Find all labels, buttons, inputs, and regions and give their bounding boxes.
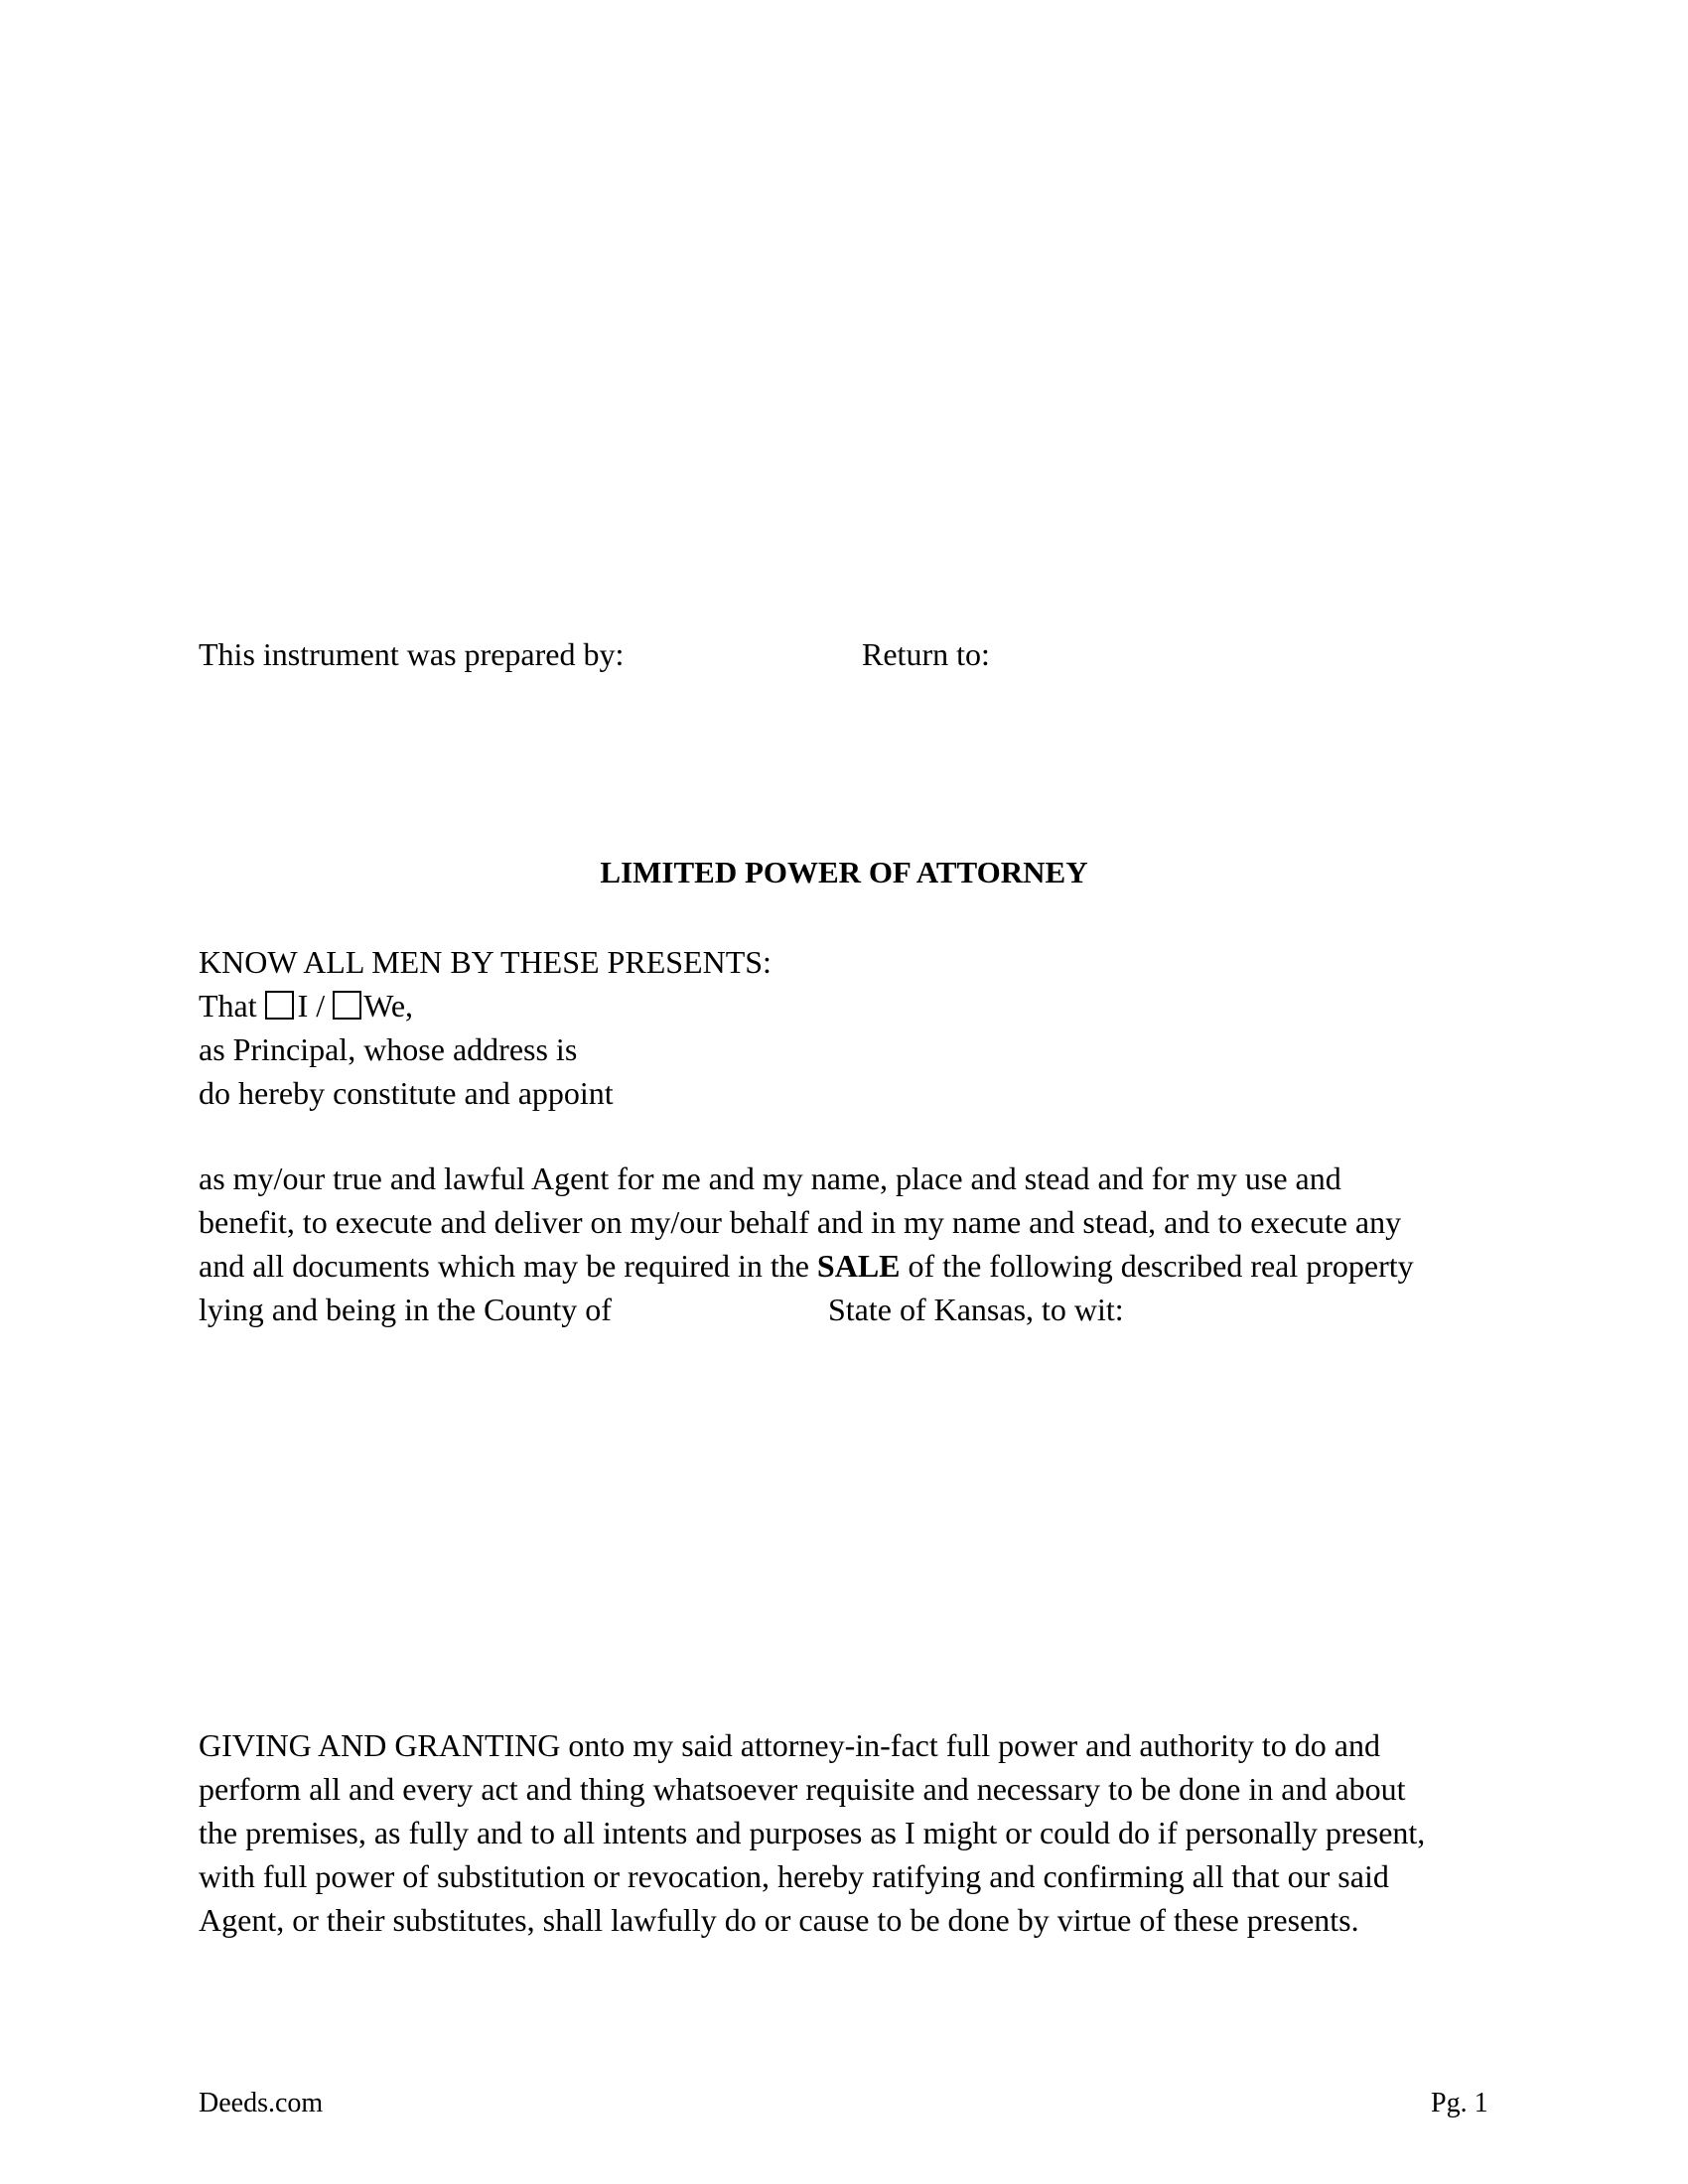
return-to-label: Return to: — [862, 636, 990, 672]
know-all-line: KNOW ALL MEN BY THESE PRESENTS: — [199, 944, 772, 980]
sale-keyword: SALE — [816, 1248, 901, 1284]
document-title: LIMITED POWER OF ATTORNEY — [600, 855, 1088, 889]
appoint-line: do hereby constitute and appoint — [199, 1075, 614, 1111]
agent-line-3 — [199, 1244, 1489, 1288]
granting-line-3: the premises, as fully and to all intents and purposes as I might or could do if personally present, — [199, 1815, 1426, 1850]
footer-page-number: Pg. 1 — [1431, 2088, 1488, 2118]
prepared-by-label: This instrument was prepared by: — [199, 636, 625, 672]
that-label: That — [199, 988, 257, 1024]
agent-line-1: as my/our true and lawful Agent for me and my name, place and stead and for my use and — [199, 1160, 1341, 1196]
granting-line-2: perform all and every act and thing whatsoever requisite and necessary to be done in and about — [199, 1771, 1406, 1807]
agent-line-2: benefit, to execute and deliver on my/our behalf and in my name and stead, and to execute any — [199, 1204, 1402, 1240]
agent-paragraph — [199, 1157, 1489, 1331]
option-we-label: We, — [363, 988, 414, 1024]
county-label: lying and being in the County of — [199, 1292, 612, 1327]
granting-line-1: GIVING AND GRANTING onto my said attorney-in-fact full power and authority to do and — [199, 1727, 1380, 1763]
granting-line-4: with full power of substitution or revocation, hereby ratifying and confirming all that our said — [199, 1858, 1389, 1894]
principal-address-line: as Principal, whose address is — [199, 1031, 578, 1067]
principal-choice-line — [199, 990, 413, 1022]
footer-site: Deeds.com — [199, 2088, 324, 2118]
agent-line-3-pre: and all documents which may be required in the — [199, 1248, 809, 1284]
state-label: State of Kansas, to wit: — [827, 1292, 1124, 1327]
agent-line-4 — [199, 1288, 1489, 1331]
granting-line-5: Agent, or their substitutes, shall lawfully do or cause to be done by virtue of these presents. — [199, 1902, 1359, 1938]
checkbox-we[interactable] — [333, 991, 361, 1020]
granting-paragraph — [199, 1723, 1489, 1942]
checkbox-i[interactable] — [265, 991, 294, 1020]
option-i-label: I / — [297, 988, 326, 1024]
agent-line-3-post: of the following described real property — [908, 1248, 1414, 1284]
